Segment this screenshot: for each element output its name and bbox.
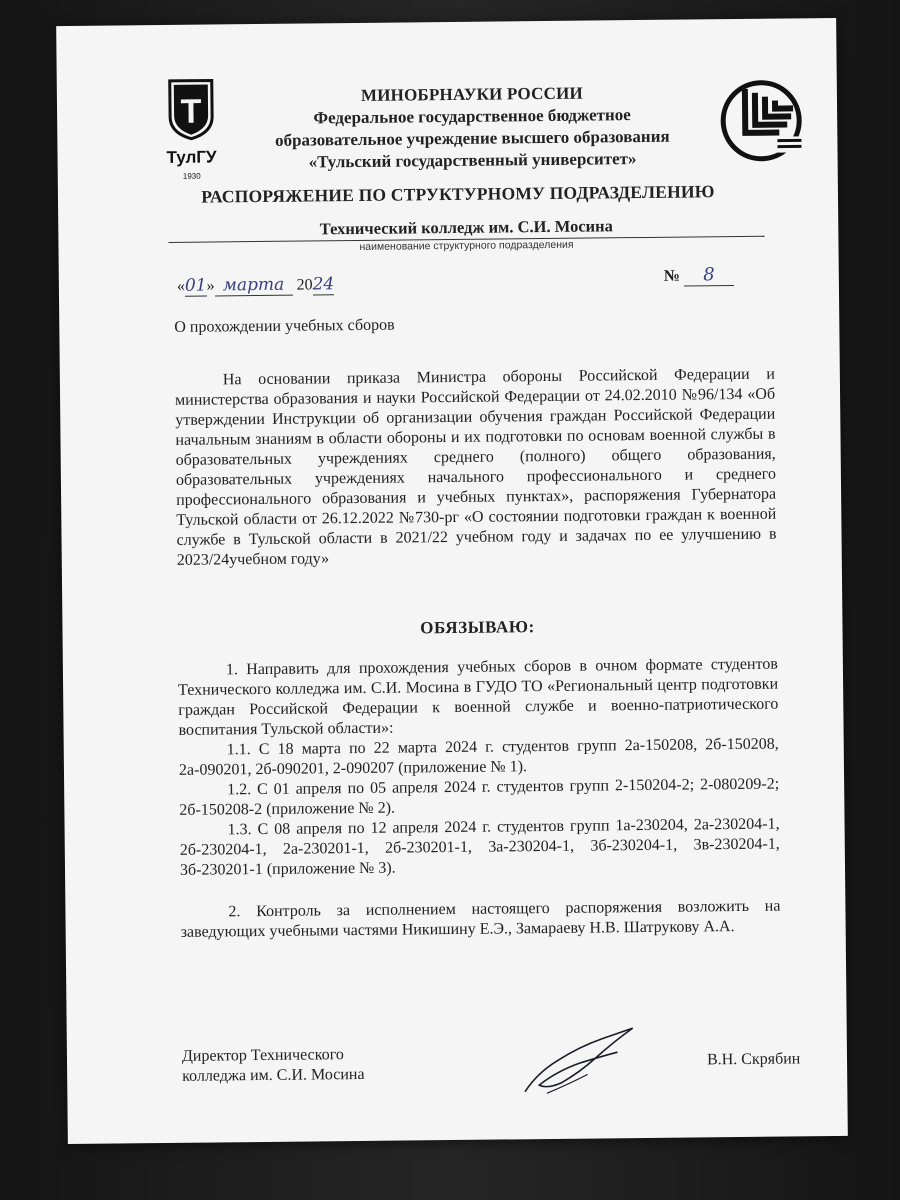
ministry-name: МИНОБРНАУКИ РОССИИ — [360, 83, 583, 105]
point-1-3: 1.3. С 08 апреля по 12 апреля 2024 г. студентов групп 1а-230204, 2а-230204-1, 2б-230204-1, 2а-230201-1, 2б-230201-1, 3а-230204-1, 3б-230204-1, 3в-230204-1, 3б-230201-1 (приложение № 3). — [179, 815, 780, 879]
university-header — [237, 81, 708, 174]
signer-position-line-1: Директор Технического — [181, 1046, 344, 1065]
signer-name: В.Н. Скрябин — [706, 1050, 801, 1069]
date-day: 01 — [184, 275, 207, 296]
document-page — [56, 18, 848, 1144]
point-1: 1. Направить для прохождения учебных сборов в очном формате студентов Технического колледжа им. С.И. Мосина в ГУДО ТО «Региональный центр подготовки граждан Российской Федерации к военной службе и военно-патриотического воспитания Тульской области»: — [178, 655, 779, 739]
tulgu-logo — [160, 76, 223, 187]
signer-position-line-2: колледжа им. С.И. Мосина — [182, 1065, 365, 1085]
header-line-1: Федеральное государственное бюджетное — [313, 105, 631, 128]
tulgu-emblem-letter: Т — [180, 92, 202, 131]
point-1-2: 1.2. С 01 апреля по 05 апреля 2024 г. студентов групп 2-150204-2; 2-080209-2; 2б-150208-2 (приложение № 2). — [179, 775, 780, 819]
date-open-quote: « — [176, 277, 185, 295]
date-year-suffix: 24 — [312, 274, 335, 295]
tulgu-logo-text: ТулГУ — [166, 147, 217, 167]
order-number-value: 8 — [684, 264, 734, 287]
order-number — [664, 264, 754, 287]
order-date — [177, 274, 367, 300]
header-line-3: «Тульский государственный университет» — [308, 149, 637, 172]
header-line-2: образовательное учреждение высшего образования — [274, 126, 670, 150]
unit-name: Технический колледж им. С.И. Мосина — [168, 215, 764, 243]
preamble — [175, 365, 777, 571]
unit-caption: наименование структурного подразделения — [359, 238, 574, 253]
point-2: 2. Контроль за исполнением настоящего распоряжения возложить на заведующих учебными частями Никишину Е.Э., Замараеву Н.В. Шатрукову А.А. — [180, 897, 781, 941]
college-logo-icon — [717, 74, 810, 167]
tulgu-logo-year: 1930 — [182, 171, 201, 181]
point-1-1: 1.1. С 18 марта по 22 марта 2024 г. студентов групп 2а-150208, 2б-150208, 2а-090201, 2б-090201, 2-090207 (приложение № 1). — [178, 735, 779, 779]
order-number-label: № — [663, 267, 680, 285]
date-close-quote: » — [206, 277, 215, 295]
signer-position — [182, 1045, 365, 1087]
handwritten-signature — [517, 1020, 648, 1101]
date-year-prefix: 20 — [296, 276, 313, 294]
date-month: марта — [214, 275, 292, 297]
order-title: РАСПОРЯЖЕНИЕ ПО СТРУКТУРНОМУ ПОДРАЗДЕЛЕНИЮ — [201, 181, 715, 207]
oblige-heading: ОБЯЗЫВАЮ: — [420, 617, 535, 638]
order-points — [178, 655, 781, 943]
order-subject: О прохождении учебных сборов — [174, 316, 395, 336]
preamble-text: На основании приказа Министра обороны Российской Федерации и министерства образования и науки Российской Федерации от 24.02.2010 №96/134 «Об утверждении Инструкции об организации обучения граждан Российской Федерации начальным знаниям в области обороны и их подготовки по основам военной службы в образовательных учреждениях среднего (полного) общего образования, образовательных учреждениях начального профессионального и среднего профессионального образования и учебных пунктах», распоряжения Губернатора Тульской области от 26.12.2022 №730-рг «О состоянии подготовки граждан к военной службе в Тульской области в 2021/22 учебном году и задачах по ее улучшению в 2023/24учебном году» — [175, 365, 777, 569]
